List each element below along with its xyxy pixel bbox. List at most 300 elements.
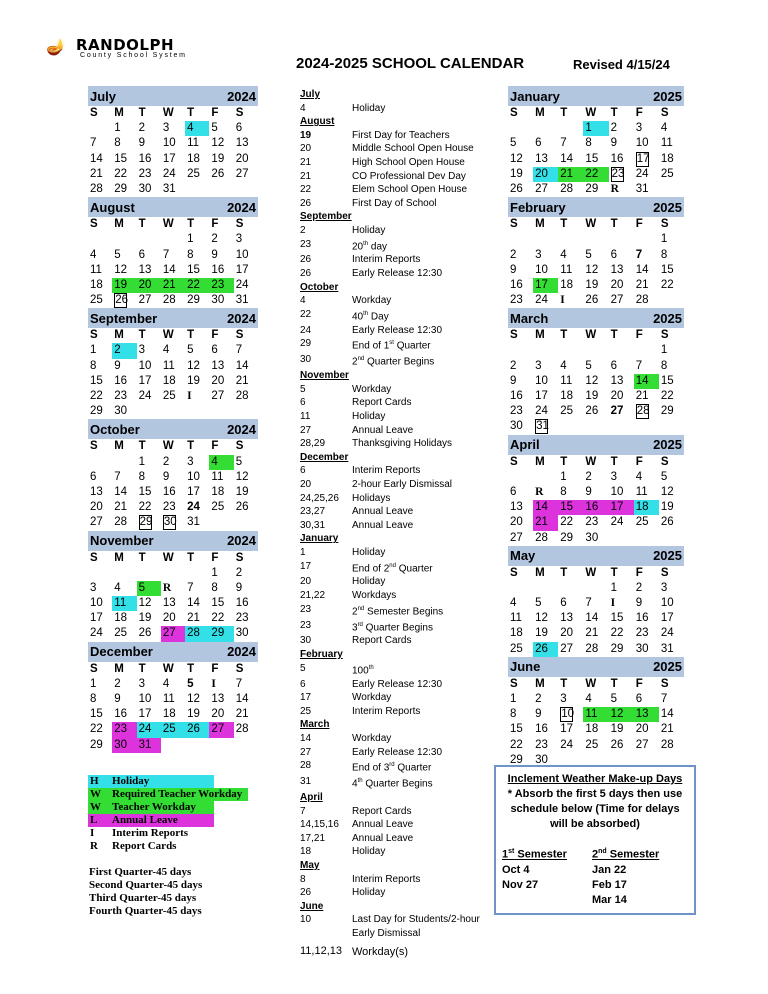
- day-cell: [161, 343, 185, 358]
- day-cell: [88, 515, 112, 530]
- day-cell: [112, 470, 136, 485]
- day-number: 23: [510, 294, 523, 307]
- day-number: 13: [211, 693, 225, 705]
- day-cell: [185, 515, 209, 530]
- day-number: 1: [114, 122, 121, 135]
- day-cell: [185, 248, 209, 263]
- day-cell: [112, 136, 136, 151]
- day-cell: [508, 692, 533, 707]
- day-number: 12: [585, 263, 599, 276]
- day-cell: [234, 692, 258, 707]
- weekday-label: T: [610, 455, 618, 468]
- day-number: 28: [187, 627, 200, 640]
- month-grid: [88, 662, 258, 753]
- month-name: June: [510, 659, 541, 675]
- day-cell: [609, 136, 634, 151]
- day-number: 13: [162, 597, 176, 610]
- event-text: Workday(s): [352, 945, 409, 958]
- event-text: Annual Leave: [352, 519, 414, 531]
- day-cell: [137, 343, 161, 358]
- day-cell: [634, 263, 659, 278]
- month-year: 2025: [653, 310, 682, 326]
- day-number: 3: [535, 248, 542, 261]
- day-number: 1: [660, 233, 668, 246]
- day-number: 15: [585, 152, 599, 165]
- weekday-label: W: [162, 329, 174, 342]
- event-text: Holiday: [352, 846, 386, 858]
- day-cell: [112, 359, 136, 374]
- event-date: 24,25,26: [300, 492, 339, 504]
- event-date: 14,15,16: [300, 819, 339, 831]
- event-date: 20: [300, 143, 312, 155]
- event-text: End of 1st Quarter: [352, 340, 431, 352]
- day-cell: [137, 738, 161, 753]
- day-number: 7: [660, 693, 668, 705]
- day-cell: [185, 722, 209, 737]
- day-number: 17: [138, 374, 152, 387]
- day-number: 2: [510, 359, 517, 372]
- day-cell: [209, 136, 233, 151]
- day-cell: [533, 626, 558, 641]
- day-number: 25: [187, 167, 200, 180]
- day-number: 26: [510, 182, 523, 195]
- day-number: 7: [635, 248, 643, 261]
- day-cell: [533, 722, 558, 737]
- day-number: 21: [635, 390, 649, 402]
- day-cell: [137, 359, 161, 374]
- weekday-label: W: [585, 107, 597, 119]
- day-cell: [137, 485, 161, 500]
- day-number: R: [535, 485, 544, 498]
- event-text: Holiday: [352, 887, 386, 899]
- day-cell: [137, 389, 161, 404]
- empty-cell: [558, 581, 583, 596]
- day-number: 4: [560, 359, 567, 372]
- month-grid: [88, 551, 258, 642]
- page-title: 2024-2025 SCHOOL CALENDAR: [296, 55, 525, 72]
- legend-label: Interim Reports: [112, 827, 189, 839]
- event-text: Report Cards: [352, 805, 412, 817]
- day-number: 11: [510, 612, 522, 625]
- event-text: Annual Leave: [352, 819, 414, 831]
- event-date: 17: [300, 692, 312, 704]
- semester-2-date: Feb 17: [592, 878, 627, 891]
- day-cell: [558, 278, 583, 293]
- day-cell: [209, 293, 233, 308]
- day-cell: [137, 707, 161, 722]
- day-cell: [634, 611, 659, 626]
- day-cell: [659, 278, 684, 293]
- day-cell: [533, 293, 558, 308]
- day-number: 18: [660, 152, 674, 165]
- day-cell: [558, 263, 583, 278]
- day-cell: [533, 500, 558, 515]
- day-number: 26: [585, 405, 599, 418]
- day-cell: [583, 136, 608, 151]
- weekday-label: S: [510, 566, 518, 579]
- day-cell: [659, 121, 684, 136]
- weekday-label: T: [560, 455, 568, 468]
- day-number: 10: [138, 359, 152, 372]
- event-date: 30: [300, 354, 312, 366]
- day-cell: [609, 485, 634, 500]
- weekday-label: T: [187, 662, 195, 675]
- day-number: 9: [211, 248, 218, 261]
- day-number: I: [610, 597, 616, 610]
- event-text: Holiday: [352, 546, 386, 558]
- day-cell: [88, 626, 112, 641]
- event-section: April: [300, 791, 323, 803]
- day-cell: [583, 611, 608, 626]
- empty-cell: [112, 566, 136, 581]
- day-cell: [185, 485, 209, 500]
- day-cell: [185, 278, 209, 293]
- day-cell: [137, 626, 161, 641]
- day-number: 14: [535, 501, 548, 514]
- day-number: R: [610, 182, 619, 195]
- month-name: July: [90, 88, 117, 104]
- day-number: 5: [610, 693, 617, 705]
- day-cell: [112, 278, 136, 293]
- day-cell: [558, 404, 583, 419]
- empty-cell: [609, 232, 634, 247]
- weekday-label: S: [235, 107, 244, 119]
- day-cell: [185, 121, 209, 136]
- day-number: 4: [114, 581, 121, 594]
- day-number: 27: [510, 531, 523, 544]
- day-number: 10: [535, 374, 548, 387]
- event-row: [300, 775, 500, 791]
- day-cell: [234, 470, 258, 485]
- month-year: 2024: [227, 421, 256, 437]
- day-number: 27: [162, 627, 176, 640]
- day-number: 14: [635, 263, 649, 276]
- event-text: 40th Day: [352, 310, 389, 323]
- day-cell: [558, 152, 583, 167]
- day-number: 26: [235, 501, 249, 514]
- day-cell: [161, 121, 185, 136]
- empty-cell: [161, 566, 185, 581]
- event-text: First Day for Teachers: [352, 129, 450, 141]
- day-number: 21: [90, 167, 103, 180]
- day-cell: [659, 611, 684, 626]
- day-number: 13: [560, 612, 574, 625]
- day-number: 21: [635, 278, 649, 291]
- day-number: 2: [610, 122, 617, 135]
- day-cell: [583, 121, 608, 136]
- day-number: 2: [114, 344, 121, 357]
- day-number: 27: [138, 294, 152, 307]
- day-number: 5: [235, 455, 243, 468]
- day-cell: [112, 293, 136, 308]
- day-cell: [234, 500, 258, 515]
- day-cell: [161, 500, 185, 515]
- day-cell: [209, 722, 233, 737]
- day-number: 11: [162, 693, 175, 705]
- day-number: 22: [510, 738, 523, 751]
- event-text: Interim Reports: [352, 873, 421, 885]
- weekday-label: T: [610, 677, 618, 690]
- day-cell: [161, 455, 185, 470]
- day-cell: [609, 167, 634, 182]
- day-cell: [558, 531, 583, 546]
- weekday-label: T: [187, 440, 195, 453]
- day-cell: [209, 232, 233, 247]
- day-number: 1: [211, 566, 218, 579]
- event-date: 29: [300, 338, 312, 350]
- day-cell: [583, 596, 608, 611]
- weekday-label: M: [535, 107, 545, 119]
- day-cell: [234, 566, 258, 581]
- event-row: [300, 886, 500, 900]
- day-number: 27: [560, 642, 574, 655]
- day-cell: [234, 136, 258, 151]
- day-cell: [558, 722, 583, 737]
- day-number: 15: [187, 263, 200, 276]
- day-cell: [185, 152, 209, 167]
- event-date: 26: [300, 254, 312, 266]
- day-cell: [137, 182, 161, 197]
- day-number: 4: [90, 248, 97, 261]
- day-number: 3: [162, 122, 170, 135]
- event-text: Early Release 12:30: [352, 324, 443, 336]
- day-number: 31: [235, 294, 249, 307]
- event-row: [300, 337, 500, 353]
- day-cell: [508, 419, 533, 434]
- month-year: 2025: [653, 88, 682, 104]
- day-number: 6: [138, 248, 145, 261]
- day-number: 10: [660, 597, 674, 610]
- month-grid: [88, 328, 258, 419]
- event-text: 20th day: [352, 240, 388, 252]
- weekday-label: S: [510, 677, 518, 690]
- day-cell: [137, 167, 161, 182]
- month-year: 2024: [227, 310, 256, 326]
- day-number: 25: [560, 405, 574, 418]
- empty-cell: [112, 455, 136, 470]
- event-row: [300, 156, 500, 170]
- day-cell: [209, 343, 233, 358]
- weekday-label: W: [585, 677, 597, 690]
- event-date: 7: [300, 805, 306, 817]
- day-number: 27: [610, 405, 624, 418]
- day-cell: [583, 500, 608, 515]
- month-july: [88, 86, 258, 197]
- event-date: 6: [300, 678, 306, 690]
- event-date: 26: [300, 197, 312, 209]
- day-number: 22: [610, 627, 624, 640]
- day-number: 22: [585, 167, 599, 180]
- day-number: 23: [535, 738, 548, 751]
- event-row: [300, 238, 500, 254]
- day-cell: [88, 500, 112, 515]
- weekday-label: T: [138, 551, 146, 564]
- day-number: 11: [90, 263, 102, 276]
- legend-label: Holiday: [112, 775, 150, 787]
- day-cell: [137, 152, 161, 167]
- day-cell: [659, 581, 684, 596]
- day-number: 23: [611, 167, 625, 180]
- day-cell: [659, 152, 684, 167]
- day-number: 11: [114, 597, 127, 610]
- day-number: 4: [660, 122, 668, 135]
- weekday-label: T: [610, 107, 618, 119]
- day-cell: [634, 167, 659, 182]
- day-number: 24: [635, 167, 649, 180]
- day-cell: [609, 121, 634, 136]
- day-number: 10: [610, 485, 624, 498]
- day-cell: [659, 626, 684, 641]
- event-date: 2: [300, 224, 306, 236]
- day-number: 7: [90, 137, 97, 150]
- day-cell: [533, 419, 558, 434]
- empty-cell: [508, 121, 533, 136]
- day-cell: [558, 738, 583, 753]
- day-cell: [659, 738, 684, 753]
- day-number: 10: [90, 597, 103, 610]
- day-number: 22: [660, 278, 674, 291]
- day-number: 13: [211, 359, 225, 372]
- day-cell: [558, 626, 583, 641]
- event-date: 23: [300, 603, 312, 615]
- day-number: 27: [635, 738, 649, 751]
- day-cell: [88, 404, 112, 419]
- day-cell: [161, 470, 185, 485]
- event-date: 18: [300, 846, 312, 858]
- month-march: [508, 308, 684, 434]
- month-header: [508, 197, 684, 217]
- day-number: 13: [535, 152, 548, 165]
- day-cell: [161, 374, 185, 389]
- day-number: 7: [560, 137, 567, 150]
- day-cell: [609, 515, 634, 530]
- legend-key: W: [90, 801, 101, 813]
- weekday-label: S: [660, 455, 669, 468]
- weekday-label: T: [187, 218, 195, 231]
- legend-item: [88, 801, 214, 814]
- day-number: 28: [560, 182, 574, 195]
- day-number: 1: [90, 344, 97, 357]
- day-number: 27: [535, 182, 548, 195]
- day-cell: [112, 485, 136, 500]
- day-number: 7: [235, 344, 243, 357]
- day-cell: [533, 738, 558, 753]
- day-cell: [609, 374, 634, 389]
- day-number: 3: [138, 677, 145, 690]
- day-cell: [161, 167, 185, 182]
- day-number: 23: [235, 612, 249, 625]
- semester-2: [592, 844, 682, 908]
- day-cell: [161, 692, 185, 707]
- event-row: [300, 759, 500, 775]
- day-number: 21: [560, 167, 574, 180]
- day-number: 18: [560, 278, 574, 291]
- event-date: 6: [300, 397, 306, 409]
- event-date: 24: [300, 324, 312, 336]
- weekday-label: W: [585, 566, 597, 579]
- weekday-label: W: [162, 662, 174, 675]
- day-cell: [88, 182, 112, 197]
- weekday-label: F: [211, 662, 219, 675]
- month-grid: [508, 455, 684, 546]
- day-number: 8: [90, 693, 97, 705]
- day-number: 23: [138, 167, 152, 180]
- day-cell: [558, 167, 583, 182]
- day-cell: [508, 374, 533, 389]
- day-cell: [161, 596, 185, 611]
- day-cell: [112, 515, 136, 530]
- empty-cell: [533, 343, 558, 358]
- day-cell: [508, 136, 533, 151]
- day-number: 16: [510, 278, 523, 291]
- day-number: 9: [585, 485, 592, 498]
- day-cell: [161, 359, 185, 374]
- day-cell: [161, 152, 185, 167]
- event-row: [300, 505, 500, 519]
- day-cell: [533, 485, 558, 500]
- day-number: 11: [660, 137, 673, 150]
- day-number: I: [187, 390, 192, 402]
- day-cell: [609, 278, 634, 293]
- event-row: [300, 732, 500, 746]
- day-number: 25: [114, 627, 128, 640]
- event-section: March: [300, 719, 330, 731]
- event-row: [300, 619, 500, 635]
- day-number: 8: [187, 248, 194, 261]
- calendar-column-left: [88, 86, 258, 753]
- day-cell: [558, 515, 583, 530]
- weekday-label: T: [560, 107, 568, 119]
- semester-1-heading: 1st Semester: [502, 848, 567, 861]
- day-number: 2: [211, 233, 218, 246]
- day-cell: [185, 232, 209, 247]
- weekday-label: S: [660, 107, 669, 119]
- day-number: 5: [535, 597, 542, 610]
- day-number: 23: [162, 501, 176, 514]
- weekday-label: M: [114, 329, 124, 342]
- day-number: 17: [90, 612, 103, 625]
- day-cell: [508, 152, 533, 167]
- event-row: [300, 294, 500, 308]
- event-date: 14: [300, 732, 312, 744]
- day-cell: [609, 470, 634, 485]
- day-cell: [583, 152, 608, 167]
- day-cell: [88, 677, 112, 692]
- weekday-label: T: [187, 551, 195, 564]
- day-cell: [112, 374, 136, 389]
- day-cell: [609, 722, 634, 737]
- event-date: 31: [300, 776, 312, 788]
- day-cell: [659, 692, 684, 707]
- day-number: 15: [610, 612, 624, 625]
- day-cell: [583, 738, 608, 753]
- event-text: 4th Quarter Begins: [352, 778, 433, 790]
- day-cell: [209, 389, 233, 404]
- day-cell: [112, 343, 136, 358]
- weekday-label: T: [610, 329, 618, 342]
- event-text: Annual Leave: [352, 424, 414, 436]
- day-cell: [209, 470, 233, 485]
- day-cell: [634, 136, 659, 151]
- weekday-label: S: [90, 329, 98, 342]
- day-cell: [609, 611, 634, 626]
- day-number: 1: [90, 677, 97, 690]
- day-number: 31: [536, 420, 549, 433]
- day-cell: [583, 359, 608, 374]
- day-cell: [558, 611, 583, 626]
- day-number: 27: [211, 390, 225, 402]
- legend-label: Report Cards: [112, 840, 177, 852]
